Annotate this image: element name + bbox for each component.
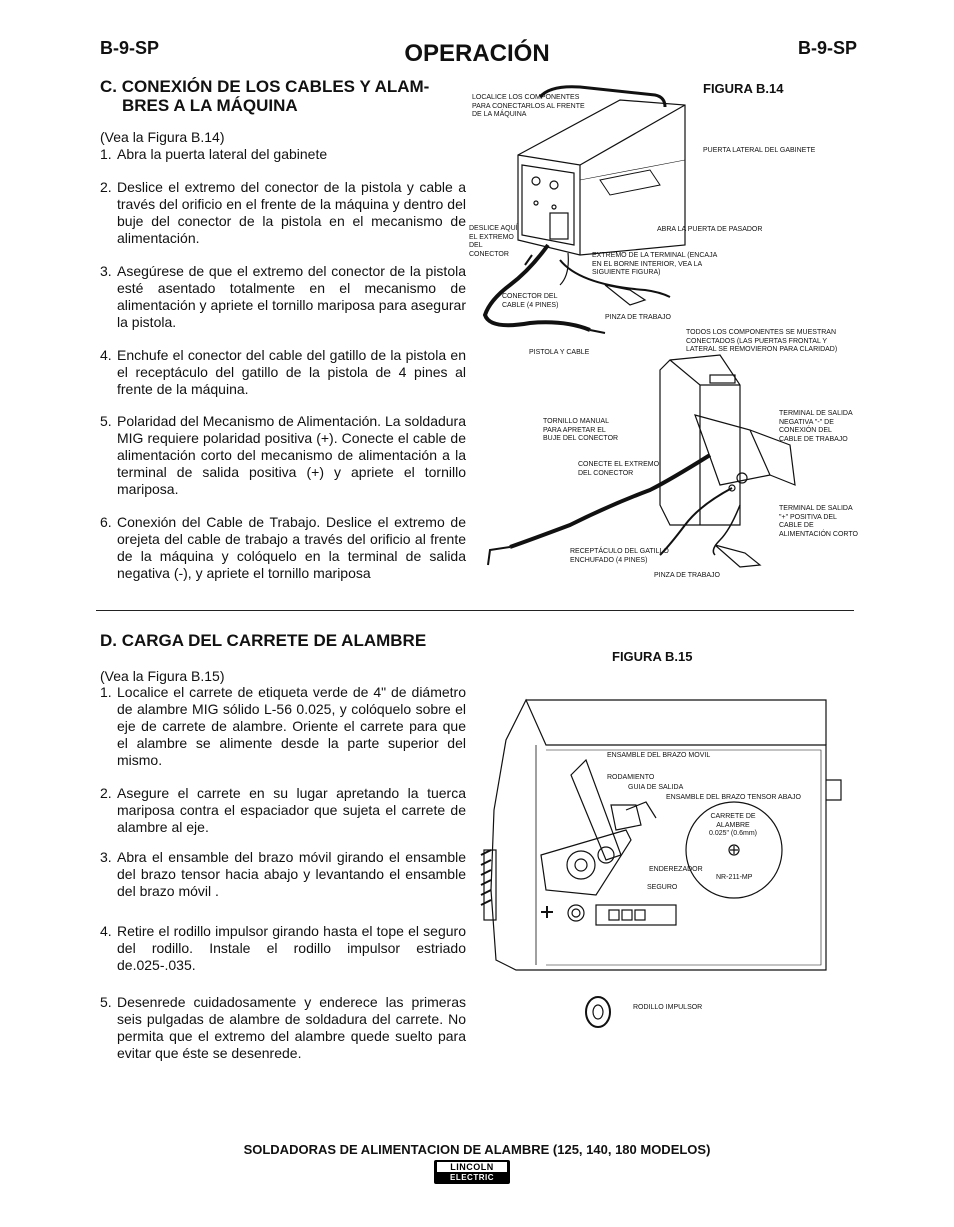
b15-callout-carrete: CARRETE DE ALAMBRE 0.025" (0.6mm) [708, 813, 757, 837]
b14-callout-receptaculo: RECEPTÁCULO DEL GATILLO ENCHUFADO (4 PINES) [570, 548, 669, 564]
section-c-title-line2: BRES A LA MÁQUINA [122, 96, 298, 115]
section-c-step: 3. Asegúrese de que el extremo del conector de la pistola esté asentado totalmente en el mecanismo de alimentación y apriete el tornillo mariposa para asegurar la pistola. [100, 263, 466, 330]
b15-callout-seguro: SEGURO [647, 884, 678, 891]
section-c-step: 1. Abra la puerta lateral del gabinete [100, 146, 328, 162]
section-d-step: 4. Retire el rodillo impulsor girando hasta el tope el seguro del rodillo. Instale el rodillo impulsor estriado de.025-.035. [100, 923, 466, 973]
section-d-step: 3. Abra el ensamble del brazo móvil girando el ensamble del brazo tensor hacia abajo y levantando el ensamble del brazo móvil . [100, 849, 466, 899]
page-title: OPERACIÓN [404, 40, 550, 67]
figure-b14-label: FIGURA B.14 [703, 81, 784, 96]
b14-callout-terminal-negativa: TERMINAL DE SALIDA NEGATIVA "-" DE CONEXIÓN DEL CABLE DE TRABAJO [779, 410, 853, 443]
b15-callout-nr: NR-211-MP [716, 874, 753, 881]
section-d-step: 1. Localice el carrete de etiqueta verde de 4" de diámetro de alambre MIG sólido L-56 0.025, y colóquelo sobre el eje de carrete de alambre. Oriente el carrete para que el alambre se alimente desde la parte superior del mismo. [100, 684, 466, 768]
b15-callout-tensor: ENSAMBLE DEL BRAZO TENSOR ABAJO [666, 794, 801, 801]
b14-callout-localice: LOCALICE LOS COMPONENTES PARA CONECTARLOS AL FRENTE DE LA MÁQUINA [472, 94, 585, 118]
section-c-title-line1: C. CONEXIÓN DE LOS CABLES Y ALAM- [100, 77, 430, 96]
b15-callout-guia: GUIA DE SALIDA [628, 784, 684, 791]
b14-callout-terminal-positiva: TERMINAL DE SALIDA "+" POSITIVA DEL CABLE DE ALIMENTACIÓN CORTO [779, 505, 858, 538]
b14-callout-pinza-2: PINZA DE TRABAJO [654, 572, 720, 579]
section-d-step: 2. Asegure el carrete en su lugar apretando la tuerca mariposa contra el espaciador que sujeta el carrete de alambre al eje. [100, 785, 466, 835]
b15-callout-rodillo: RODILLO IMPULSOR [633, 1004, 703, 1011]
section-c-step: 5. Polaridad del Mecanismo de Alimentación. La soldadura MIG requiere polaridad positiva (+). Conecte el cable de alimentación corto del mecanismo de alimentación a la terminal de salida positiva (+) y apriete el tornillo mariposa. [100, 413, 466, 497]
b14-callout-puerta: PUERTA LATERAL DEL GABINETE [703, 147, 816, 154]
section-d-title: D. CARGA DEL CARRETE DE ALAMBRE [100, 631, 427, 650]
b14-callout-extremo-terminal: EXTREMO DE LA TERMINAL (ENCAJA EN EL BORNE INTERIOR, VEA LA SIGUIENTE FIGURA) [592, 252, 717, 276]
figure-b15-machine-drawing [476, 690, 856, 1040]
section-divider [96, 610, 854, 611]
footer-title: SOLDADORAS DE ALIMENTACION DE ALAMBRE (125, 140, 180 MODELOS) [243, 1142, 711, 1157]
b15-callout-ensamble-brazo: ENSAMBLE DEL BRAZO MOVIL [607, 752, 711, 759]
page-code-right: B-9-SP [797, 38, 857, 58]
b14-callout-tornillo: TORNILLO MANUAL PARA APRETAR EL BUJE DEL CONECTOR [543, 418, 619, 442]
section-d-step: 5. Desenrede cuidadosamente y enderece las primeras seis pulgadas de alambre de soldadura del carrete. No permita que el extremo del alambre quede suelto para evitar que éste se desenrede. [100, 994, 466, 1061]
figure-b15-label: FIGURA B.15 [612, 649, 693, 664]
b14-callout-pistola: PISTOLA Y CABLE [529, 349, 590, 356]
b14-callout-abra-puerta: ABRA LA PUERTA DE PASADOR [657, 226, 763, 233]
b15-callout-enderezador: ENDEREZADOR [649, 866, 703, 873]
b14-callout-conecte: CONECTE EL EXTREMO DEL CONECTOR [578, 461, 660, 477]
b14-callout-deslice: DESLICE AQUÍ EL EXTREMO DEL CONECTOR [469, 225, 518, 258]
section-c-step: 2. Deslice el extremo del conector de la pistola y cable a través del orificio en el frente de la máquina y dentro del buje del conector de la pistola en el mecanismo de alimentación. [100, 179, 466, 246]
b14-callout-todos: TODOS LOS COMPONENTES SE MUESTRAN CONECTADOS (LAS PUERTAS FRONTAL Y LATERAL SE REMOVIERON PARA CLARIDAD) [686, 329, 838, 353]
section-d-ref: (Vea la Figura B.15) [100, 668, 225, 684]
b15-callout-rodamiento: RODAMIENTO [607, 774, 655, 781]
section-c-ref: (Vea la Figura B.14) [100, 129, 225, 145]
lincoln-electric-logo [434, 1160, 510, 1184]
section-c-step: 6. Conexión del Cable de Trabajo. Deslice el extremo de orejeta del cable de trabajo a través del orificio al frente de la máquina y colóquelo en la terminal de salida negativa (-), y apriete el tornillo mariposa [100, 514, 466, 581]
section-c-step: 4. Enchufe el conector del cable del gatillo de la pistola en el receptáculo del gatillo de la pistola de 4 pines al frente de la máquina. [100, 347, 466, 397]
b14-callout-pinza-1: PINZA DE TRABAJO [605, 314, 671, 321]
logo-text-top: LINCOLN [437, 1162, 507, 1172]
logo-text-bottom: ELECTRIC [450, 1173, 494, 1182]
b14-callout-conector-cable: CONECTOR DEL CABLE (4 PINES) [502, 293, 559, 309]
page-code-left: B-9-SP [100, 38, 160, 58]
